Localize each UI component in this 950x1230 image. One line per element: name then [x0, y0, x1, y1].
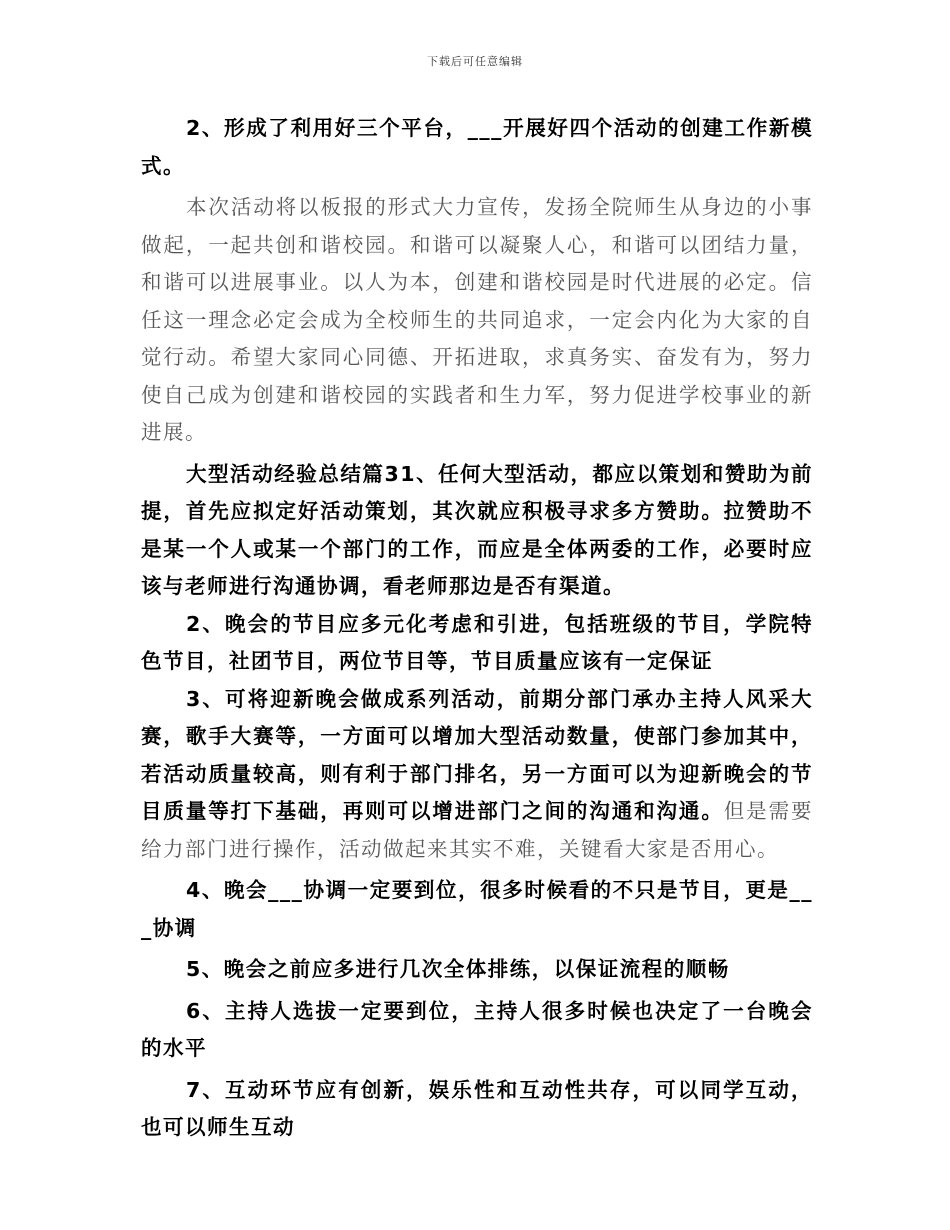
paragraph-coordination: 4、晚会___协调一定要到位，很多时候看的不只是节目，更是___协调 — [141, 878, 813, 940]
paragraph-harmony-campus: 本次活动将以板报的形式大力宣传，发扬全院师生从身边的小事做起，一起共创和谐校园。和谐可以凝聚人心，和谐可以团结力量，和谐可以进展事业。以人为本，创建和谐校园是时代进展的必定。信任这一理念必定会成为全校师生的共同追求，一定会内化为大家的自觉行动。希望大家同心同德、开拓进取，求真务实、奋发有为，努力使自己成为创建和谐校园的实践者和生力军，努力促进学校事业的新进展。 — [141, 195, 813, 444]
series-activities-main-text: 3、可将迎新晚会做成系列活动，前期分部门承办主持人风采大赛，歌手大赛等，一方面可以增加大型活动数量，使部门参加其中，若活动质量较高，则有利于部门排名，另一方面可以为迎新晚会的节目质量等打下基础，再则可以增进部门之间的沟通和沟通。 — [141, 686, 813, 823]
document-body — [141, 110, 813, 1147]
paragraph-platforms: 2、形成了利用好三个平台，___开展好四个活动的创建工作新模式。 — [141, 116, 813, 178]
paragraph-interaction: 7、互动环节应有创新，娱乐性和互动性共存，可以同学互动，也可以师生互动 — [141, 1077, 813, 1139]
paragraph-series-activities — [141, 681, 813, 869]
paragraph-host-selection: 6、主持人选拔一定要到位，主持人很多时候也决定了一台晚会的水平 — [141, 998, 813, 1060]
paragraph-sponsorship: 大型活动经验总结篇31、任何大型活动，都应以策划和赞助为前提，首先应拟定好活动策划，其次就应积极寻求多方赞助。拉赞助不是某一个人或某一个部门的工作，而应是全体两委的工作，必要时应该与老师进行沟通协调，看老师那边是否有渠道。 — [141, 461, 813, 598]
paragraph-diverse-programs: 2、晚会的节目应多元化考虑和引进，包括班级的节目，学院特色节目，社团节目，两位节目等，节目质量应该有一定保证 — [141, 611, 813, 673]
series-activities-note-text: 但是需要给力部门进行操作，活动做起来其实不难，关键看大家是否用心。 — [141, 799, 814, 861]
page-header: 下载后可任意编辑 — [427, 55, 523, 68]
paragraph-rehearsal: 5、晚会之前应多进行几次全体排练，以保证流程的顺畅 — [186, 957, 730, 981]
